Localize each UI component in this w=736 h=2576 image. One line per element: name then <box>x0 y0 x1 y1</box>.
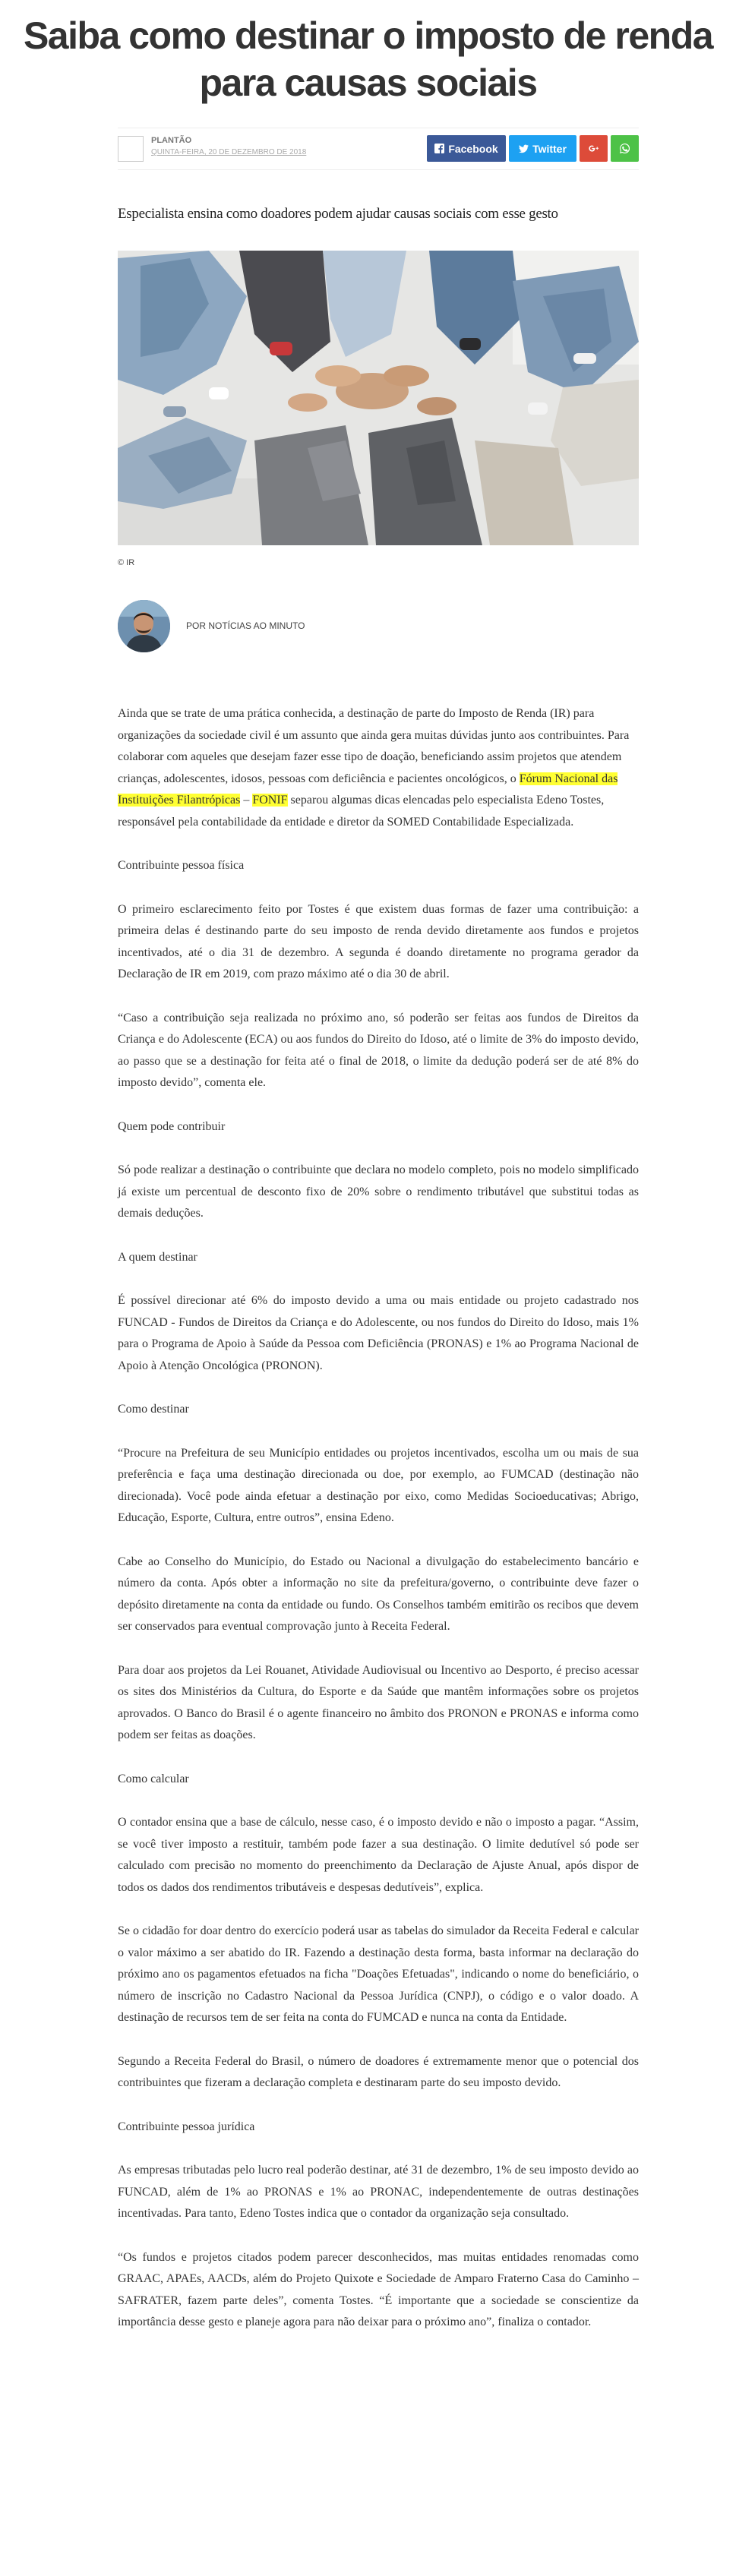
google-plus-share-button[interactable] <box>580 135 608 162</box>
paragraph: Só pode realizar a destinação o contribuinte que declara no modelo completo, pois no modelo simplificado já existe um percentual de desconto fixo de 20% sobre o rendimento tributável que substitui todas as demais deduções. <box>118 1163 639 1220</box>
paragraph: “Caso a contribuição seja realizada no próximo ano, só poderão ser feitas aos fundos de Direitos da Criança e do Adolescente (ECA) ou aos fundos do Direito do Idoso, até o limite de 3% do imposto devido, ao passo que se a destinação for feita até o final de 2018, o limite da dedução poderá ser de até 8% do imposto devido”, comenta ele. <box>118 1011 639 1089</box>
paragraph: Segundo a Receita Federal do Brasil, o número de doadores é extremamente menor que o potencial dos contribuintes que fizeram a declaração completa e destinaram parte do seu imposto devido. <box>118 2054 639 2089</box>
facebook-share-label: Facebook <box>448 142 498 155</box>
avatar[interactable] <box>118 600 170 652</box>
paragraph: É possível direcionar até 6% do imposto devido a uma ou mais entidade ou projeto cadastrado nos FUNCAD - Fundos de Direitos da Criança e do Adolescente, ou nos fundos do Direito do Idoso, mais 1% para o Programa de Apoio à Saúde da Pessoa com Deficiência (PRONAS) e 1% ao Programa Nacional de Apoio à Atenção Oncológica (PRONON). <box>118 1294 639 1372</box>
twitter-share-label: Twitter <box>532 142 567 155</box>
section-heading: Contribuinte pessoa física <box>118 859 245 872</box>
paragraph-text: – <box>240 794 253 807</box>
twitter-icon <box>519 144 529 153</box>
fonif-acronym-link[interactable]: FONIF <box>252 794 288 807</box>
paragraph-text: separou algumas dicas elencadas pelo especialista Edeno Tostes, responsável pela contabilidade da entidade e diretor da SOMED Contabilidade Especializada. <box>118 794 605 829</box>
paragraph: “Procure na Prefeitura de seu Município entidades ou projetos incentivados, escolha um ou mais de sua preferência e faça uma destinação direcionada ou doe, por exemplo, ao FUMCAD (destinação não direcionada). Você pode ainda efetuar a destinação por eixo, como Medidas Socioeducativas; Abrigo, Educação, Esporte, Cultura, entre outros”, ensina Edeno. <box>118 1446 639 1524</box>
post-date[interactable]: QUINTA-FEIRA, 20 DE DEZEMBRO DE 2018 <box>151 148 307 156</box>
paragraph: Para doar aos projetos da Lei Rouanet, Atividade Audiovisual ou Incentivo ao Desporto, é preciso acessar os sites dos Ministérios da Cultura, do Esporte e da Saúde que mantêm informações sobre os projetos aprovados. O Banco do Brasil é o agente financeiro no âmbito dos PRONON e PRONAS e informa como podem ser feitas as doações. <box>118 1663 639 1741</box>
whatsapp-icon <box>620 144 630 153</box>
article-body <box>118 703 639 2356</box>
article-subtitle: Especialista ensina como doadores podem ajudar causas sociais com esse gesto <box>118 206 558 222</box>
image-caption: © IR <box>118 558 135 567</box>
author-name[interactable]: PLANTÃO <box>151 136 192 145</box>
paragraph <box>118 703 639 833</box>
google-plus-icon <box>589 144 599 153</box>
twitter-share-button[interactable] <box>509 135 576 162</box>
paragraph: As empresas tributadas pelo lucro real poderão destinar, até 31 de dezembro, 1% de seu imposto devido ao FUNCAD, além de 1% ao PRONAS e 1% ao PRONAC, independentemente de outras destinações incentivadas. Para tanto, Edeno Tostes indica que o contador da organização seja consultado. <box>118 2164 639 2220</box>
section-heading: Como destinar <box>118 1403 189 1416</box>
section-heading: Contribuinte pessoa jurídica <box>118 2120 255 2133</box>
paragraph-text: Ainda que se trate de uma prática conhecida, a destinação de parte do Imposto de Renda (IR) para organizações da sociedade civil é um assunto que ainda gera muitas dúvidas junto aos contribuintes. Para colaborar com aqueles que desejam fazer esse tipo de doação, beneficiando assim projetos que atendem crianças, adolescentes, idosos, pessoas com deficiência e pacientes oncológicos, o <box>118 707 630 785</box>
section-heading: Como calcular <box>118 1772 189 1785</box>
article-title: Saiba como destinar o imposto de renda para causas sociais <box>23 14 713 104</box>
paragraph: Se o cidadão for doar dentro do exercício poderá usar as tabelas do simulador da Receita Federal e calcular o valor máximo a ser abatido do IR. Fazendo a destinação desta forma, basta informar na declaração do próximo ano os pagamentos efetuados na ficha "Doações Efetuadas", indicando o nome do beneficiário, o número de inscrição no Cadastro Nacional da Pessoa Jurídica (CNPJ), o código e o valor doado. A destinação de recursos tem de ser feita na conta do FUMCAD e nunca na conta da Entidade. <box>118 1924 639 2024</box>
author-thumbnail[interactable] <box>118 136 144 162</box>
whatsapp-share-button[interactable] <box>611 135 639 162</box>
paragraph: O contador ensina que a base de cálculo, nesse caso, é o imposto devido e não o imposto a pagar. “Assim, se você tiver imposto a restituir, também pode fazer a sua destinação. O limite dedutível só pode ser calculado com precisão no momento do preenchimento da Declaração de Ajuste Anual, após dispor de todos os dados dos rendimentos tributáveis e despesas dedutíveis”, explica. <box>118 1816 639 1894</box>
fonif-link[interactable]: Fórum Nacional das Instituições Filantrópicas <box>118 772 618 807</box>
article-meta-bar <box>118 128 639 170</box>
paragraph: “Os fundos e projetos citados podem parecer desconhecidos, mas muitas entidades renomadas como GRAAC, APAEs, AACDs, além do Projeto Quixote e Sociedade de Amparo Fraterno Casa do Caminho – SAFRATER, fazem parte deles”, comenta Tostes. “É importante que a sociedade se conscientize da importância desse gesto e planeje agora para não deixar para o próximo ano”, finaliza o contador. <box>118 2250 639 2328</box>
facebook-share-button[interactable] <box>427 135 506 162</box>
paragraph: O primeiro esclarecimento feito por Tostes é que existem duas formas de fazer uma contribuição: a primeira delas é destinando parte do seu imposto de renda devido diretamente aos fundos e projetos incentivados, até o dia 31 de dezembro. A segunda é doando diretamente no programa gerador da Declaração de IR em 2019, com prazo máximo até o dia 30 de abril. <box>118 902 639 980</box>
section-heading: A quem destinar <box>118 1250 197 1264</box>
share-buttons <box>427 135 639 162</box>
byline-text[interactable]: POR NOTÍCIAS AO MINUTO <box>186 620 305 631</box>
section-heading: Quem pode contribuir <box>118 1119 226 1133</box>
paragraph: Cabe ao Conselho do Município, do Estado ou Nacional a divulgação do estabelecimento bancário e número da conta. Após obter a informação no site da prefeitura/governo, o contribuinte deve fazer o depósito diretamente na conta da entidade ou fundo. Os Conselhos também emitirão os recibos que devem ser conservados para eventual comprovação junto à Receita Federal. <box>118 1555 639 1633</box>
article-hero-image[interactable] <box>118 251 639 545</box>
facebook-icon <box>434 144 444 153</box>
